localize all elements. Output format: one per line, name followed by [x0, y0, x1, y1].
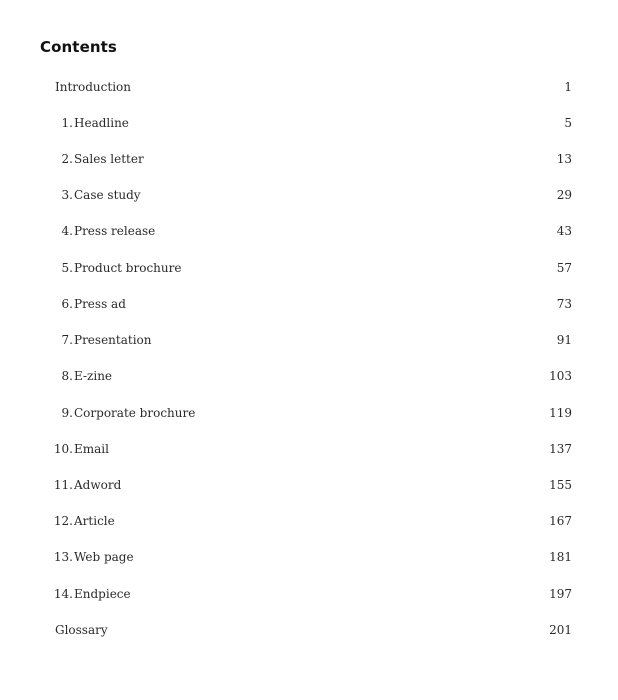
- toc-entry-page: 167: [549, 514, 572, 528]
- toc-entry-page: 91: [556, 333, 572, 347]
- toc-entry-web-page: [0, 548, 618, 566]
- toc-entry-title: Headline: [74, 116, 129, 130]
- toc-entry-number: 13.: [53, 550, 73, 564]
- toc-entry-number: 8.: [61, 369, 73, 383]
- toc-entry-number: 5.: [61, 261, 73, 275]
- toc-entry-page: 5: [564, 116, 572, 130]
- toc-entry-presentation: [0, 331, 618, 349]
- toc-entry-press-release: [0, 222, 618, 240]
- toc-entry-endpiece: [0, 585, 618, 603]
- toc-entry-number: 6.: [61, 297, 73, 311]
- toc-entry-title: Case study: [74, 188, 141, 202]
- toc-entry-number: 9.: [61, 406, 73, 420]
- toc-entry-title: Web page: [74, 550, 134, 564]
- toc-entry-page: 137: [549, 442, 572, 456]
- toc-entry-title: Sales letter: [74, 152, 144, 166]
- page-title: Contents: [40, 38, 117, 56]
- toc-entry-title: Email: [74, 442, 109, 456]
- toc-entry-title: E-zine: [74, 369, 113, 383]
- toc-entry-page: 155: [549, 478, 572, 492]
- toc-entry-corporate-brochure: [0, 404, 618, 422]
- toc-entry-title: Endpiece: [74, 587, 131, 601]
- toc-entry-introduction: [0, 78, 618, 96]
- toc-entry-press-ad: [0, 295, 618, 313]
- toc-entry-number: 1.: [61, 116, 73, 130]
- toc-entry-product-brochure: [0, 259, 618, 277]
- toc-entry-page: 13: [556, 152, 572, 166]
- toc-entry-title: Press ad: [74, 297, 126, 311]
- toc-entry-case-study: [0, 186, 618, 204]
- toc-entry-number: 10.: [53, 442, 73, 456]
- toc-entry-page: 201: [549, 623, 572, 637]
- toc-entry-title: Article: [74, 514, 115, 528]
- toc-entry-sales-letter: [0, 150, 618, 168]
- toc-entry-page: 197: [549, 587, 572, 601]
- toc-entry-number: 12.: [53, 514, 73, 528]
- toc-entry-e-zine: [0, 367, 618, 385]
- toc-entry-number: 2.: [61, 152, 73, 166]
- toc-entry-headline: [0, 114, 618, 132]
- toc-entry-title: Press release: [74, 224, 156, 238]
- toc-entry-title: Product brochure: [74, 261, 182, 275]
- toc-entry-number: 11.: [53, 478, 73, 492]
- toc-entry-number: 4.: [61, 224, 73, 238]
- toc-entry-page: 119: [549, 406, 572, 420]
- toc-entry-title: Adword: [74, 478, 122, 492]
- toc-entry-email: [0, 440, 618, 458]
- toc-entry-page: 73: [556, 297, 572, 311]
- toc-entry-number: 7.: [61, 333, 73, 347]
- toc-entry-number: 3.: [61, 188, 73, 202]
- toc-entry-title: Glossary: [55, 623, 108, 637]
- toc-entry-page: 1: [564, 80, 572, 94]
- toc-entry-title: Introduction: [55, 80, 131, 94]
- toc-entry-page: 103: [549, 369, 572, 383]
- toc-entry-glossary: [0, 621, 618, 639]
- toc-entry-page: 29: [556, 188, 572, 202]
- toc-entry-adword: [0, 476, 618, 494]
- toc-entry-number: 14.: [53, 587, 73, 601]
- toc-entry-page: 57: [556, 261, 572, 275]
- toc-entry-article: [0, 512, 618, 530]
- toc-entry-title: Corporate brochure: [74, 406, 196, 420]
- toc-entry-page: 181: [549, 550, 572, 564]
- toc-entry-page: 43: [556, 224, 572, 238]
- toc-entry-title: Presentation: [74, 333, 152, 347]
